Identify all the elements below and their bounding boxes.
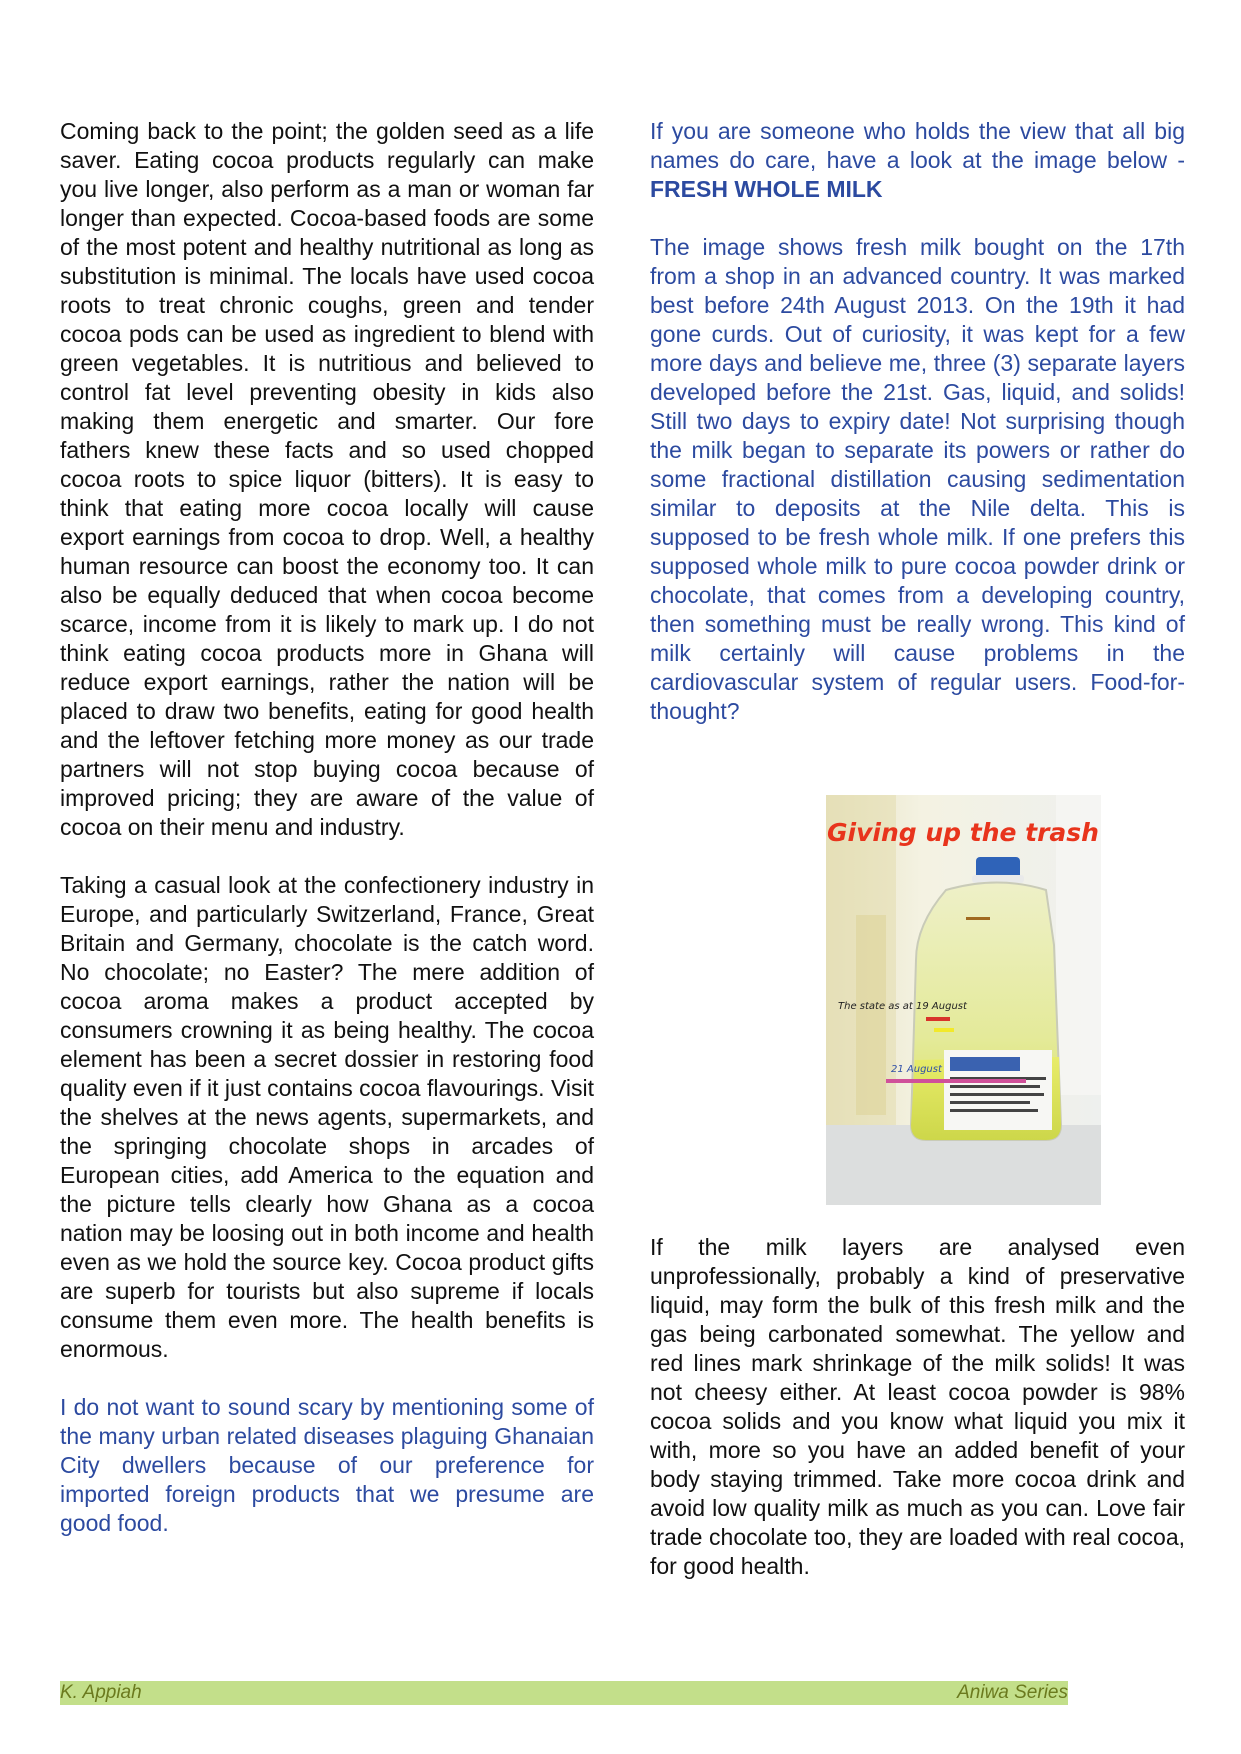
footer-series: Aniwa Series: [957, 1682, 1068, 1703]
right-paragraph-2: The image shows fresh milk bought on the 17th from a shop in an advanced country. It was marked best before 24th August 2013. On the 19th it had gone curds. Out of curiosity, it was kept for a few more days and believe me, three (3) separate layers developed before the 21st. Gas, liquid, and solids! Still two days to expiry date! Not surprising though the milk began to separate its powers or rather do some fractional distillation causing sedimentation similar to deposits at the Nile delta. This is supposed to be fresh whole milk. If one prefers this supposed whole milk to pure cocoa powder drink or chocolate, that comes from a developing country, then something must be really wrong. This kind of milk certainly will cause problems in the cardiovascular system of regular users. Food-for-thought?: [650, 234, 1185, 724]
right-paragraph-1-text: If you are someone who holds the view that all big names do care, have a look at the image below -: [650, 118, 1185, 173]
right-paragraph-1: [650, 117, 1185, 204]
left-paragraph-3: I do not want to sound scary by mentioning some of the many urban related diseases plaguing Ghanaian City dwellers because of our preference for imported foreign products that we presume are good food.: [60, 1394, 594, 1536]
left-paragraph-1: Coming back to the point; the golden seed as a life saver. Eating cocoa products regularly can make you live longer, also perform as a man or woman far longer than expected. Cocoa-based foods are some of the most potent and healthy nutritional as long as substitution is minimal. The locals have used cocoa roots to treat chronic coughs, green and tender cocoa pods can be used as ingredient to blend with green vegetables. It is nutritious and believed to control fat level preventing obesity in kids also making them energetic and smarter. Our fore fathers knew these facts and so used chopped cocoa roots to spice liquor (bitters). It is easy to think that eating more cocoa locally will cause export earnings from cocoa to drop. Well, a healthy human resource can boost the economy too. It can also be equally deduced that when cocoa become scarce, income from it is likely to mark up. I do not think eating cocoa products more in Ghana will reduce export earnings, rather the nation will be placed to draw two benefits, eating for good health and the leftover fetching more money as our trade partners will not stop buying cocoa because of improved pricing; they are aware of the value of cocoa on their menu and industry.: [60, 118, 594, 840]
photo-label-19-august: The state as at 19 August: [838, 1001, 967, 1012]
left-paragraph-2: Taking a casual look at the confectionery industry in Europe, and particularly Switzerland, France, Great Britain and Germany, chocolate is the catch word. No chocolate; no Easter? The mere addition of cocoa aroma makes a product accepted by consumers crowning it as being healthy. The cocoa element has been a secret dossier in restoring food quality even if it just contains cocoa flavourings. Visit the shelves at the news agents, supermarkets, and the springing chocolate shops in arcades of European cities, add America to the equation and the picture tells clearly how Ghana as a cocoa nation may be loosing out in both income and health even as we hold the source key. Cocoa product gifts are superb for tourists but also supreme if locals consume them even more. The health benefits is enormous.: [60, 872, 594, 1362]
left-column: [60, 117, 594, 1538]
milk-photo: [826, 795, 1101, 1205]
footer-author: K. Appiah: [60, 1682, 142, 1703]
footer-bar: [60, 1681, 1068, 1705]
fresh-whole-milk-heading: FRESH WHOLE MILK: [650, 176, 883, 202]
photo-label-21-august: 21 August: [891, 1064, 942, 1075]
pink-line: [886, 1079, 1026, 1083]
right-paragraph-3: If the milk layers are analysed even unprofessionally, probably a kind of preservative liquid, may form the bulk of this fresh milk and the gas being carbonated somewhat. The yellow and red lines mark shrinkage of the milk solids! It was not cheesy either. At least cocoa powder is 98% cocoa solids and you know what liquid you mix it with, more so you have an added benefit of your body staying trimmed. Take more cocoa drink and avoid low quality milk as much as you can. Love fair trade chocolate too, they are loaded with real cocoa, for good health.: [650, 1234, 1185, 1579]
red-line: [926, 1017, 950, 1021]
photo-title: Giving up the trash: [827, 818, 1099, 847]
yellow-line: [934, 1028, 954, 1032]
